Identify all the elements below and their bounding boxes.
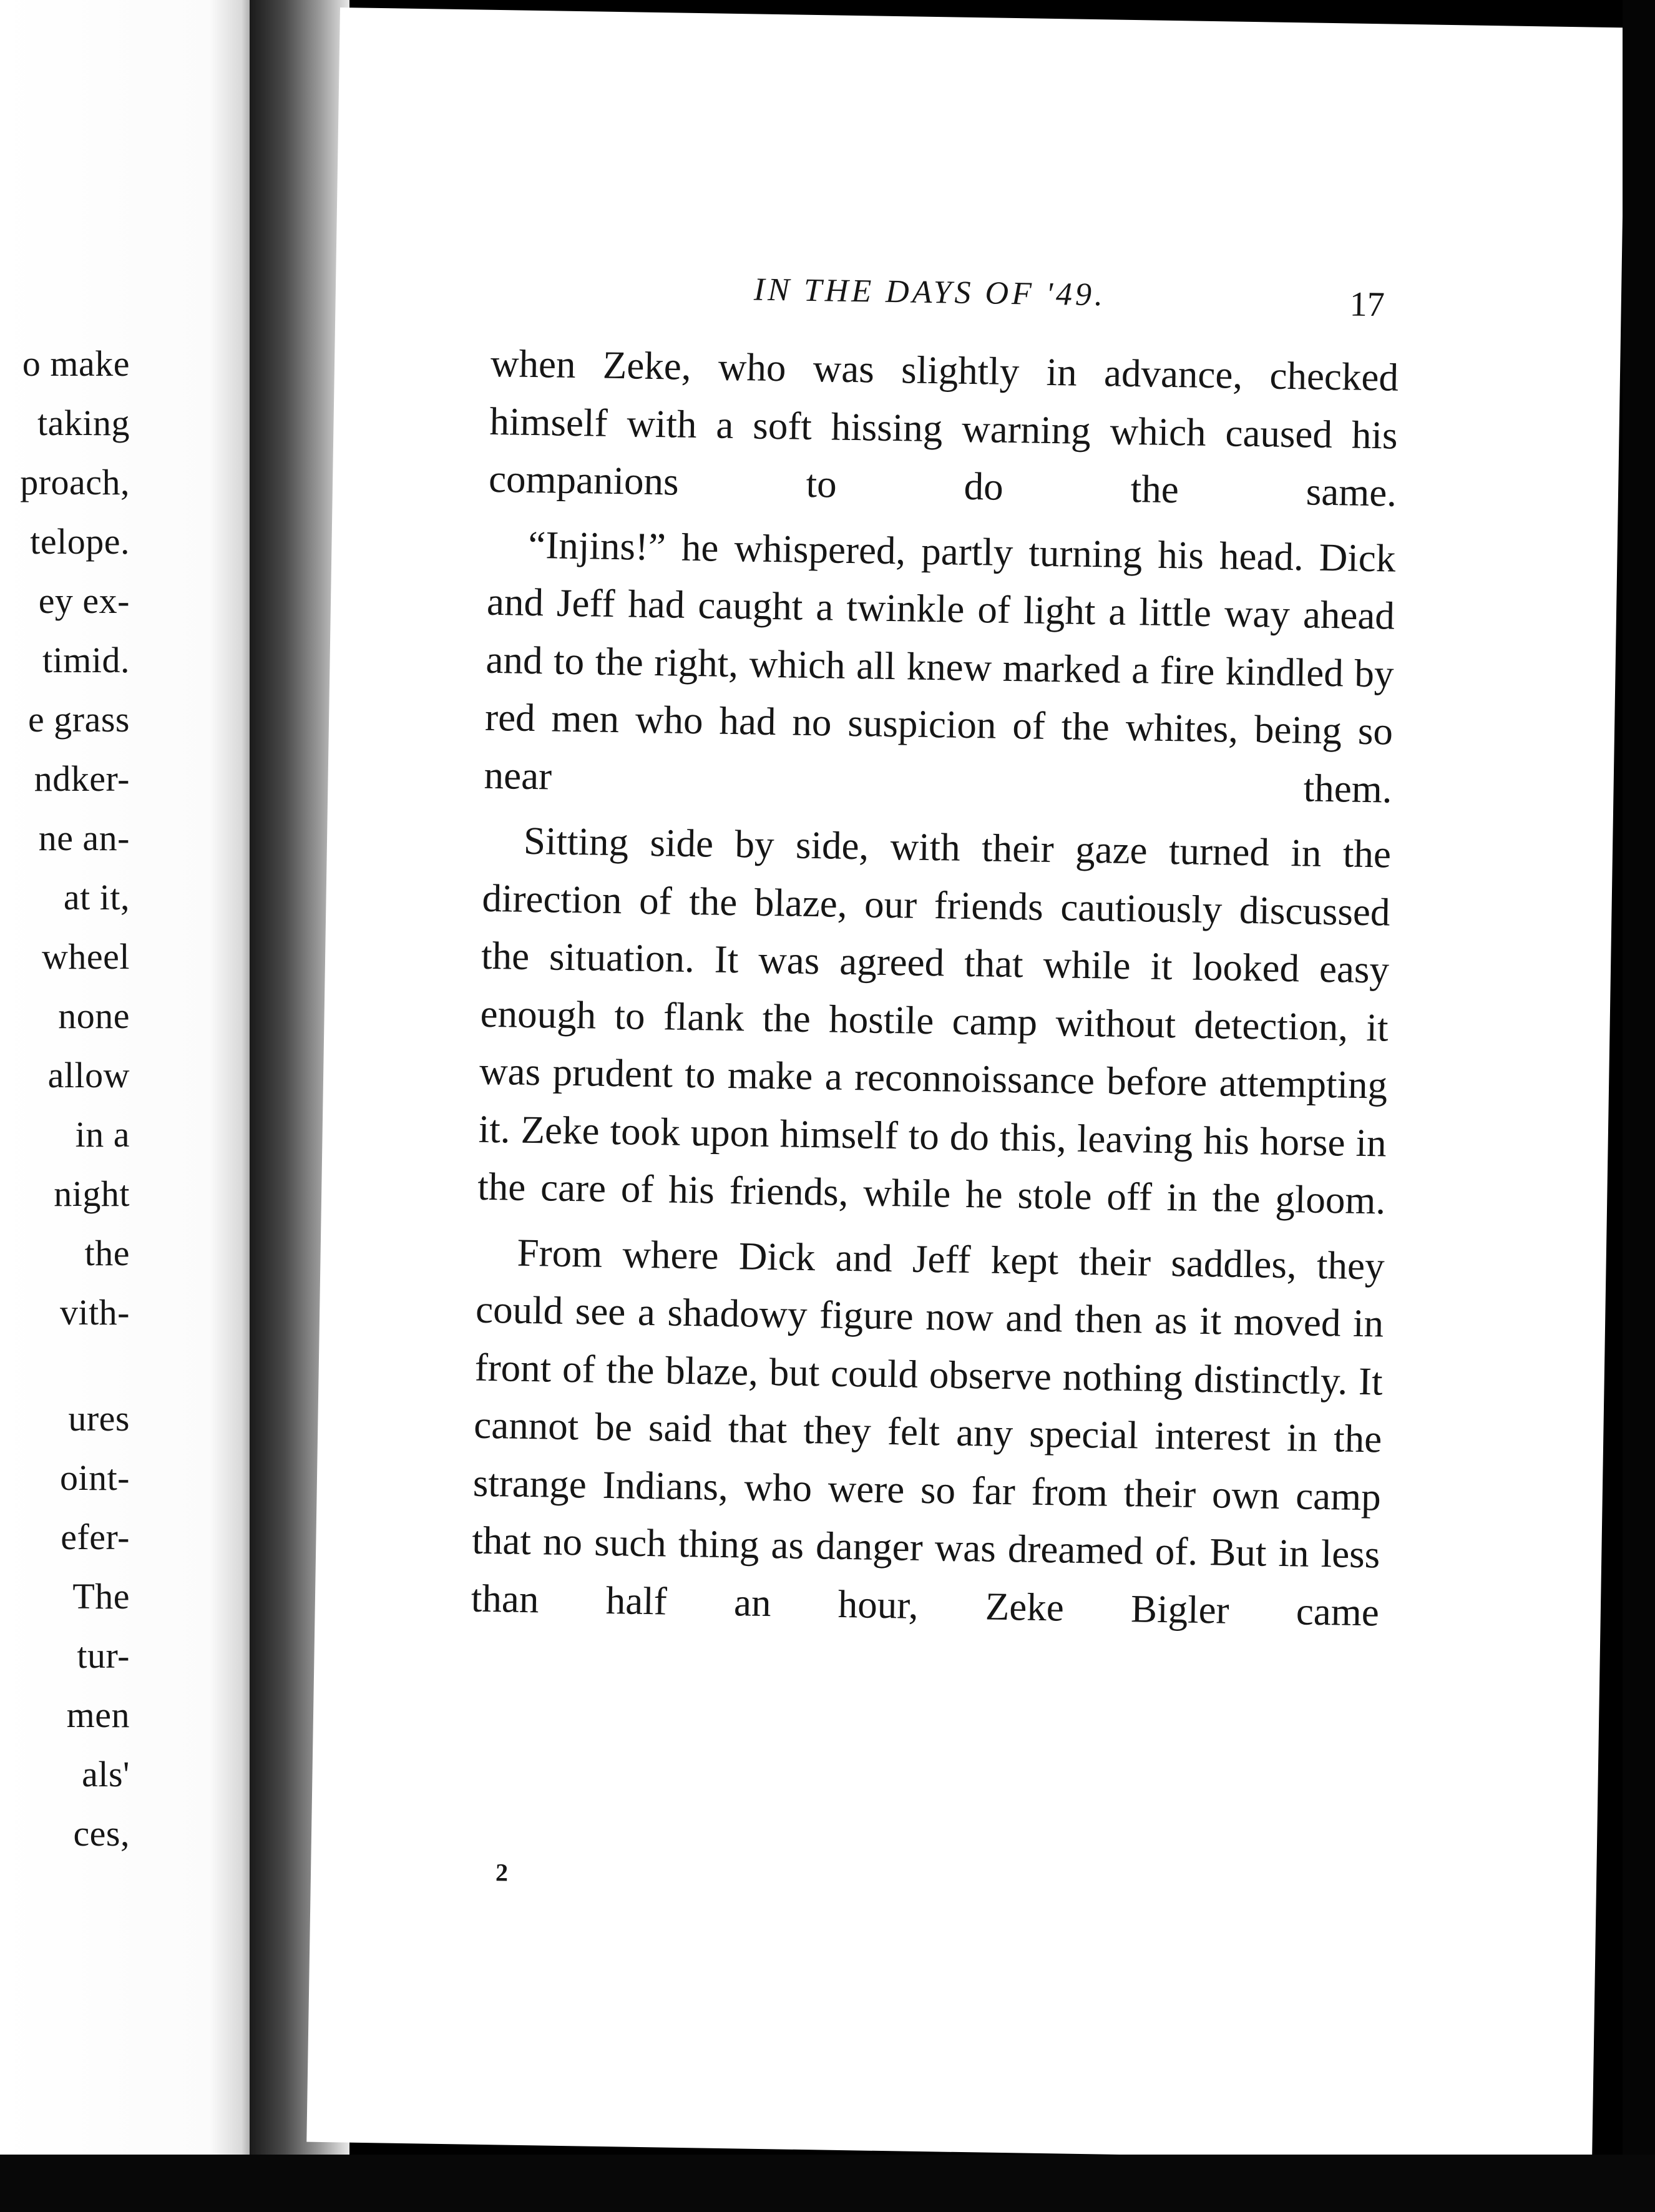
left-fragment: timid.: [42, 640, 130, 680]
left-fragment: men: [66, 1695, 130, 1735]
left-fragment: ces,: [73, 1813, 130, 1854]
left-fragment: allow: [47, 1055, 130, 1095]
right-page: [306, 7, 1625, 2162]
left-fragment: ne an-: [38, 818, 130, 858]
left-fragment: night: [54, 1173, 130, 1214]
left-fragment: vith-: [59, 1292, 130, 1333]
left-fragment: e grass: [28, 699, 130, 740]
left-fragment: in a: [75, 1114, 130, 1155]
left-fragment: als': [82, 1754, 130, 1794]
left-fragment: efer-: [61, 1517, 130, 1557]
scan-border-bottom: [0, 2155, 1655, 2212]
paragraph: Sitting side by side, with their gaze turned in the direction of the blaze, our friends cautiously discussed the situation. It was agreed that while it looked easy enough to flank the hostile camp without detection, it was prudent to make a reconnoissance before attempting it. Zeke took upon himself to do this, leaving his horse in the care of his friends, while he stole off in the gloom.: [477, 818, 1392, 1223]
paragraph: From where Dick and Jeff kept their saddles, they could see a shadowy figure now and then as it moved in front of the blaze, but could observe nothing distinctly. It cannot be said that they felt any special interest in the strange Indians, who were so far from their own camp that no such thing as danger was dreamed of. But in less than half an hour, Zeke Bigler came: [471, 1230, 1385, 1634]
left-fragment: ndker-: [34, 758, 130, 799]
left-fragment: oint-: [59, 1457, 130, 1498]
left-fragment: telope.: [30, 521, 130, 562]
signature-mark: 2: [495, 1858, 509, 1887]
left-fragment: tur-: [77, 1635, 130, 1676]
page-number: 17: [1349, 285, 1385, 325]
scan-border-right: [1623, 0, 1655, 2212]
page-header: [335, 265, 1621, 335]
left-fragment: taking: [37, 403, 130, 443]
left-fragment: ey ex-: [38, 580, 130, 621]
left-fragment: proach,: [20, 462, 130, 502]
paragraph: “Injins!” he whispered, partly turning his head. Dick and Jeff had caught a twinkle of light a little way ahead and to the right, which all knew marked a fire kindled by red men who had no suspicion of the whites, being so near them.: [484, 522, 1396, 811]
left-page: [0, 0, 268, 2166]
left-fragment: o make: [22, 343, 130, 384]
left-fragment: at it,: [63, 877, 130, 918]
body-text: [471, 335, 1399, 1642]
left-fragment: none: [58, 996, 130, 1036]
paragraph: when Zeke, who was slightly in advance, checked himself with a soft hissing warning which caused his companions to do the same.: [488, 341, 1399, 515]
left-fragment: the: [84, 1233, 130, 1273]
left-fragment: The: [72, 1576, 130, 1617]
running-head: IN THE DAYS OF '49.: [753, 272, 1106, 313]
left-fragment: wheel: [42, 936, 130, 977]
left-fragment: ures: [68, 1398, 130, 1439]
